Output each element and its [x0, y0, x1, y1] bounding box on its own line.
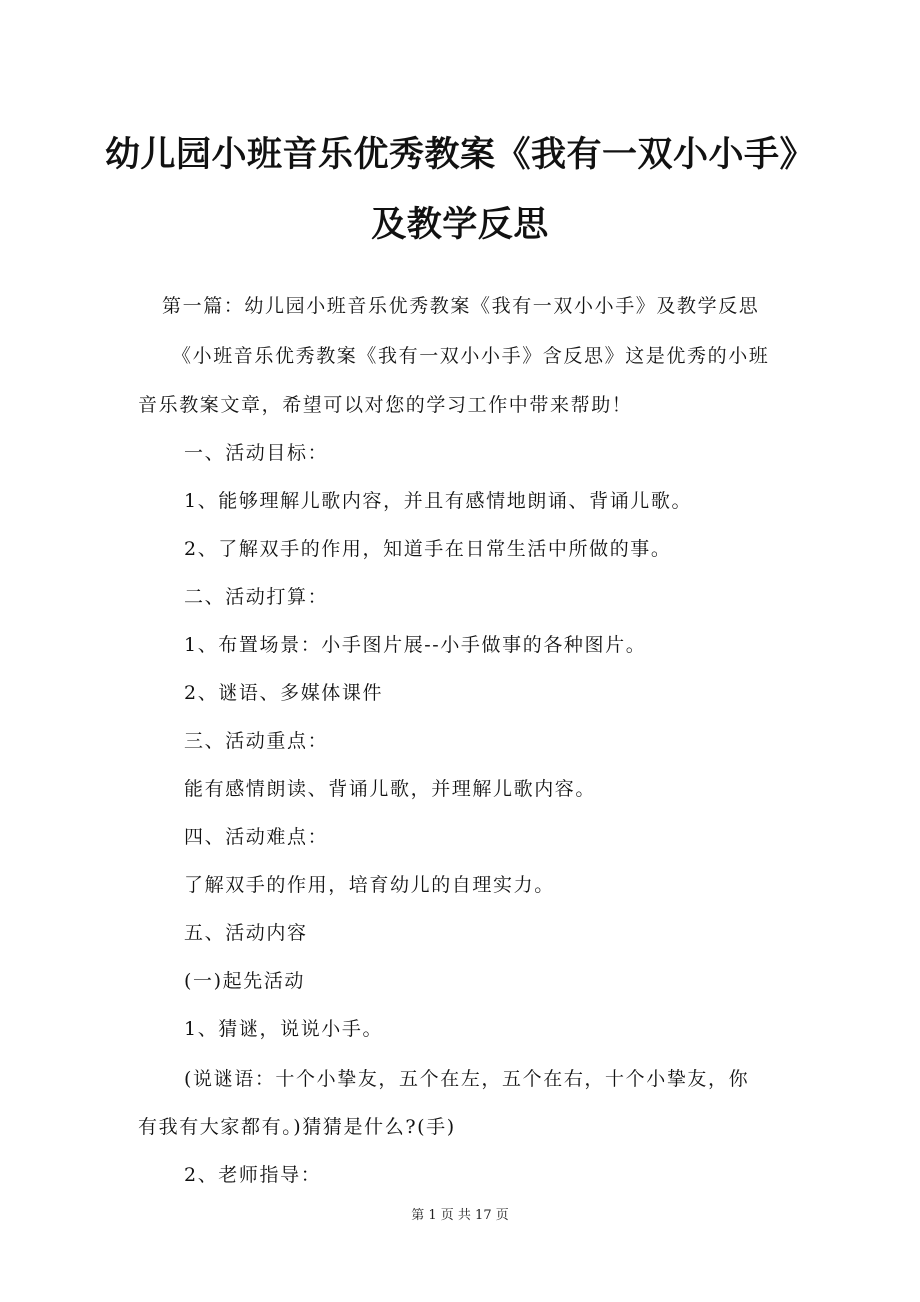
subsection-heading: (一)起先活动 — [184, 970, 306, 992]
section-heading: 五、活动内容 — [184, 922, 308, 944]
body-line: 2、了解双手的作用，知道手在日常生活中所做的事。 — [184, 538, 672, 560]
body-line: 第一篇：幼儿园小班音乐优秀教案《我有一双小小手》及教学反思 — [162, 295, 760, 317]
body-line: 1、猜谜，说说小手。 — [184, 1018, 384, 1040]
body-line: 有我有大家都有。)猜猜是什么?(手) — [138, 1116, 456, 1138]
section-heading: 二、活动打算： — [184, 586, 329, 608]
document-title-line-2: 及教学反思 — [371, 205, 549, 245]
section-heading: 三、活动重点： — [184, 730, 329, 752]
page-footer: 第 1 页 共 17 页 — [411, 1208, 509, 1223]
body-line: 2、老师指导： — [184, 1164, 322, 1186]
body-line: 《小班音乐优秀教案《我有一双小小手》含反思》这是优秀的小班 — [172, 345, 770, 367]
body-line: (说谜语：十个小挚友，五个在左，五个在右，十个小挚友，你 — [184, 1068, 750, 1090]
body-line: 2、谜语、多媒体课件 — [184, 682, 384, 704]
document-title-line-1: 幼儿园小班音乐优秀教案《我有一双小小手》 — [104, 135, 815, 175]
section-heading: 四、活动难点： — [184, 826, 329, 848]
body-line: 能有感情朗读、背诵儿歌，并理解儿歌内容。 — [184, 778, 597, 800]
body-line: 了解双手的作用，培育幼儿的自理实力。 — [184, 874, 555, 896]
body-line: 音乐教案文章，希望可以对您的学习工作中带来帮助！ — [138, 394, 633, 416]
body-line: 1、能够理解儿歌内容，并且有感情地朗诵、背诵儿歌。 — [184, 490, 693, 512]
body-line: 1、布置场景：小手图片展--小手做事的各种图片。 — [184, 634, 647, 656]
section-heading: 一、活动目标： — [184, 442, 329, 464]
